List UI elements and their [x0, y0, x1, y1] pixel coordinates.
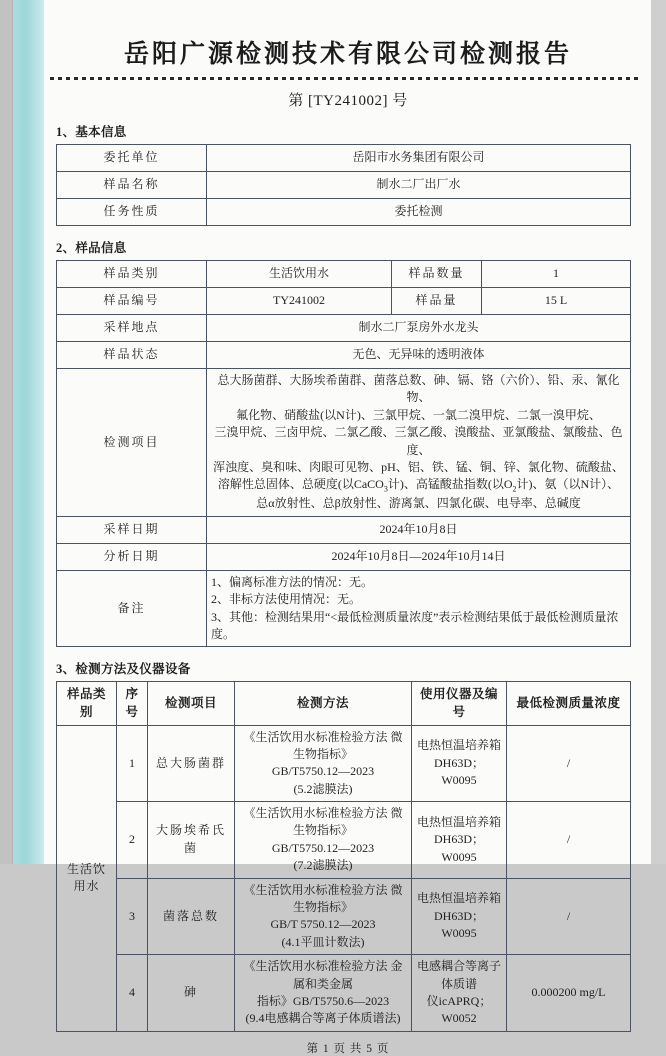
cell-test-method: [235, 955, 412, 1032]
column-header-sample-category: 样品类别: [57, 682, 117, 725]
cell-instrument: [412, 725, 507, 802]
instrument-line: W0095: [441, 849, 477, 864]
column-header-test-method: 检测方法: [235, 682, 412, 725]
table-row: [57, 516, 631, 543]
field-label-sample-name: 样品名称: [57, 172, 207, 199]
test-items-line: 浑浊度、臭和味、肉眼可见物、pH、铝、铁、锰、铜、锌、氯化物、硫酸盐、: [213, 459, 624, 474]
cell-serial-no: 3: [117, 878, 148, 955]
instrument-line: 电热恒温培养箱: [416, 738, 501, 753]
cell-instrument: [412, 802, 507, 879]
field-label-sample-category: 样品类别: [57, 261, 207, 288]
table-row: [57, 570, 631, 647]
methods-instruments-table: [56, 681, 631, 1032]
table-row: [57, 955, 631, 1032]
field-label-sample-quantity: 样品数量: [392, 261, 482, 288]
cell-sample-category: 生活饮用水: [57, 725, 117, 1031]
cell-test-method: [235, 802, 412, 879]
page-footer: 第 1 页 共 5 页: [306, 1042, 390, 1055]
report-number: 第 [TY241002] 号: [288, 93, 408, 109]
field-value-analysis-date: 2024年10月8日—2024年10月14日: [207, 543, 631, 570]
field-label-client: 委托单位: [57, 145, 207, 172]
table-row: [57, 342, 631, 369]
field-value-sampling-date: 2024年10月8日: [207, 516, 631, 543]
field-value-sampling-location: 制水二厂泵房外水龙头: [207, 315, 631, 342]
instrument-line: DH63D；: [434, 832, 484, 847]
field-value-sample-name: 制水二厂出厂水: [207, 172, 631, 199]
section-heading-methods: 3、检测方法及仪器设备: [56, 662, 191, 677]
method-line: GB/T5750.12—2023: [271, 764, 375, 779]
field-label-sample-amount: 样品量: [392, 288, 482, 315]
document-binding-strip: [13, 0, 44, 864]
cell-detection-limit: 0.000200 mg/L: [507, 955, 631, 1032]
test-items-line: 三溴甲烷、三卤甲烷、二氯乙酸、三氯乙酸、溴酸盐、亚氯酸盐、氯酸盐、色度、: [214, 425, 623, 457]
table-header-row: [57, 682, 631, 725]
method-line: (4.1平皿计数法): [281, 934, 365, 949]
cell-instrument: [412, 955, 507, 1032]
instrument-line: W0095: [441, 773, 477, 787]
table-row: [57, 172, 631, 199]
column-header-detection-limit: 最低检测质量浓度: [507, 682, 631, 725]
cell-detection-limit: /: [507, 878, 631, 955]
test-items-line: 溶解性总固体、总硬度(以CaCO$_3$计)、高锰酸盐指数(以$O_2$计)、氨（以N计）、: [217, 477, 620, 494]
field-label-sample-status: 样品状态: [57, 342, 207, 369]
table-row: [57, 261, 631, 288]
instrument-line: 电热恒温培养箱: [416, 814, 501, 829]
test-items-line: 总α放射性、总β放射性、游离氯、四氯化碳、电导率、总碱度: [256, 496, 581, 511]
table-row: [57, 802, 631, 879]
cell-instrument: [412, 878, 507, 955]
field-label-sampling-date: 采样日期: [57, 516, 207, 543]
method-line: (5.2滤膜法): [293, 781, 353, 796]
instrument-line: 电感耦合等离子体质谱: [416, 959, 501, 991]
table-row: [57, 878, 631, 955]
cell-serial-no: 1: [117, 725, 148, 802]
report-sheet: [44, 0, 652, 1055]
method-line: GB/T5750.12—2023: [271, 840, 375, 855]
remark-line: 3、其他：检测结果用“<最低检测质量浓度”表示检测结果低于最低检测质量浓度。: [211, 609, 619, 641]
field-value-sample-status: 无色、无异味的透明液体: [207, 342, 631, 369]
table-row: [57, 543, 631, 570]
field-value-test-items: [207, 369, 631, 517]
table-row: [57, 199, 631, 226]
cell-detection-limit: /: [507, 725, 631, 802]
instrument-line: 电热恒温培养箱: [416, 891, 501, 906]
basic-info-table: [56, 144, 631, 226]
table-row: [57, 315, 631, 342]
column-header-test-item: 检测项目: [148, 682, 235, 725]
field-label-remarks: 备注: [57, 570, 207, 647]
scanner-bed-right-margin: [652, 0, 666, 864]
field-value-sample-quantity: 1: [482, 261, 631, 288]
method-line: 《生活饮用水标准检验方法 金属和类金属: [243, 959, 403, 991]
field-value-remarks: [207, 570, 631, 647]
field-label-analysis-date: 分析日期: [57, 543, 207, 570]
remark-line: 1、偏离标准方法的情况：无。: [211, 574, 374, 589]
cell-test-item: 砷: [148, 955, 235, 1032]
field-label-test-items: 检测项目: [57, 369, 207, 517]
method-line: 《生活饮用水标准检验方法 微生物指标》: [243, 806, 403, 838]
instrument-line: W0095: [441, 926, 477, 941]
method-line: 《生活饮用水标准检验方法 微生物指标》: [243, 729, 403, 761]
column-header-instrument: 使用仪器及编号: [412, 682, 507, 725]
column-header-serial-no: 序号: [117, 682, 148, 725]
remark-line: 2、非标方法使用情况：无。: [211, 592, 362, 607]
cell-test-item: 菌落总数: [148, 878, 235, 955]
field-value-task-nature: 委托检测: [207, 199, 631, 226]
table-row: [57, 288, 631, 315]
method-line: 指标》GB/T5750.6—2023: [256, 994, 390, 1008]
cell-serial-no: 2: [117, 802, 148, 879]
section-heading-basic-info: 1、基本信息: [56, 125, 127, 139]
sample-info-table: [56, 260, 631, 647]
field-value-sample-category: 生活饮用水: [207, 261, 392, 288]
cell-test-item: 总大肠菌群: [148, 725, 235, 802]
table-row: [57, 369, 631, 517]
instrument-line: W0052: [441, 1011, 477, 1026]
instrument-line: DH63D；: [434, 908, 484, 923]
cell-serial-no: 4: [117, 955, 148, 1032]
field-value-sample-amount: 15 L: [482, 288, 631, 315]
cell-test-method: [235, 725, 412, 802]
table-row: [57, 145, 631, 172]
section-heading-sample-info: 2、样品信息: [56, 241, 127, 255]
method-line: (9.4电感耦合等离子体质谱法): [245, 1011, 401, 1026]
scanner-bed-left-margin: [0, 0, 13, 864]
field-value-client: 岳阳市水务集团有限公司: [207, 145, 631, 172]
report-title: 岳阳广源检测技术有限公司检测报告: [123, 39, 572, 68]
field-label-task-nature: 任务性质: [57, 199, 207, 226]
cell-test-method: [235, 878, 412, 955]
test-items-line: 氟化物、硝酸盐(以N计)、三氯甲烷、一氯二溴甲烷、二氯一溴甲烷、: [236, 407, 601, 422]
field-value-sample-number: TY241002: [207, 288, 392, 315]
cell-detection-limit: /: [507, 802, 631, 879]
test-items-line: 总大肠菌群、大肠埃希菌群、菌落总数、砷、镉、铬（六价）、铅、汞、氰化物、: [217, 373, 620, 405]
method-line: GB/T 5750.12—2023: [270, 917, 376, 932]
table-row: [57, 725, 631, 802]
method-line: 《生活饮用水标准检验方法 微生物指标》: [243, 882, 403, 915]
cell-test-item: 大肠埃希氏菌: [148, 802, 235, 879]
instrument-line: 仪icAPRQ；: [426, 994, 492, 1008]
field-label-sample-number: 样品编号: [57, 288, 207, 315]
instrument-line: DH63D；: [434, 755, 484, 770]
method-line: (7.2滤膜法): [293, 858, 353, 873]
title-divider: [50, 77, 642, 80]
field-label-sampling-location: 采样地点: [57, 315, 207, 342]
